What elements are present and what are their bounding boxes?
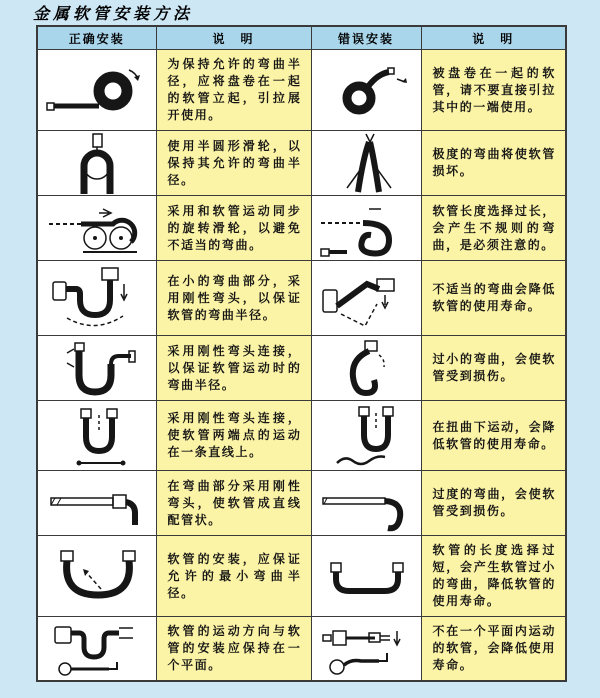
rigid-elbow-u-hang-icon [39, 337, 154, 399]
wrong-note-text: 不适当的弯曲会降低软管的使用寿命。 [432, 282, 556, 314]
table-row [37, 536, 566, 617]
u-shape-inline-motion-icon [39, 403, 154, 469]
correct-note-cell [156, 50, 311, 131]
u-shape-twisted-motion-icon [313, 403, 419, 469]
coiled-hose-uncoiled-icon [39, 54, 154, 126]
header-note-right: 说 明 [421, 26, 566, 50]
wrong-illustration-cell [311, 196, 421, 261]
wrong-note-cell [421, 401, 566, 471]
header-note-left: 说 明 [156, 26, 311, 50]
rigid-elbow-small-bend-icon [39, 262, 154, 334]
wrong-illustration-cell [311, 471, 421, 536]
correct-illustration-cell [37, 261, 156, 336]
table-row [37, 50, 566, 131]
correct-note-cell [156, 196, 311, 261]
wrong-note-cell [421, 336, 566, 401]
wrong-illustration-cell [311, 401, 421, 471]
page-title: 金属软管安装方法 [33, 4, 194, 23]
correct-illustration-cell [37, 50, 156, 131]
wrong-note-cell [421, 50, 566, 131]
motion-in-one-plane-icon [39, 619, 154, 679]
wrong-note-text: 在扭曲下运动，会降低软管的使用寿命。 [432, 419, 556, 451]
correct-note-cell [156, 261, 311, 336]
wrong-note-text: 软管长度选择过长，会产生不规则的弯曲，是必须注意的。 [432, 203, 556, 252]
table-row [37, 261, 566, 336]
coil-pulled-from-end-icon [313, 54, 419, 126]
correct-illustration-cell [37, 196, 156, 261]
table-row [37, 336, 566, 401]
correct-note-cell [156, 131, 311, 196]
wrong-illustration-cell [311, 536, 421, 617]
hose-too-short-flat-u-icon [313, 543, 419, 609]
correct-note-text: 使用半圆形滑轮，以保持其允许的弯曲半径。 [167, 138, 302, 187]
wrong-note-text: 被盘卷在一起的软管，请不要直接引拉其中的一端使用。 [432, 65, 556, 114]
wrong-note-text: 不在一个平面内运动的软管，会降低使用寿命。 [432, 624, 556, 673]
correct-note-cell [156, 536, 311, 617]
header-row [37, 26, 566, 50]
table-row [37, 617, 566, 682]
correct-note-text: 在小的弯曲部分，采用刚性弯头，以保证软管的弯曲半径。 [167, 273, 302, 322]
correct-note-text: 软管的运动方向与软管的安装应保持在一个平面。 [167, 624, 302, 673]
wrong-illustration-cell [311, 336, 421, 401]
semicircular-pulley-icon [39, 132, 154, 194]
correct-note-text: 为保持允许的弯曲半径，应将盘卷在一起的软管立起，引拉展开使用。 [167, 57, 302, 123]
overbent-end-hook-icon [313, 472, 419, 534]
wrong-note-cell [421, 617, 566, 682]
improper-kinked-bend-icon [313, 262, 419, 334]
wrong-illustration-cell [311, 261, 421, 336]
correct-illustration-cell [37, 617, 156, 682]
wrong-note-cell [421, 536, 566, 617]
correct-note-cell [156, 617, 311, 682]
wide-u-minimum-radius-icon [39, 543, 154, 609]
wrong-illustration-cell [311, 131, 421, 196]
wrong-note-text: 过小的弯曲，会使软管受到损伤。 [432, 352, 556, 384]
wrong-note-cell [421, 196, 566, 261]
correct-illustration-cell [37, 336, 156, 401]
wrong-note-text: 软管的长度选择过短，会产生软管过小的弯曲，降低软管的使用寿命。 [432, 543, 556, 609]
wrong-note-cell [421, 261, 566, 336]
correct-note-text: 采用刚性弯头连接，以保证软管运动时的弯曲半径。 [167, 343, 302, 392]
table-row [37, 401, 566, 471]
motion-out-of-plane-icon [313, 619, 419, 679]
correct-note-text: 采用和软管运动同步的旋转滑轮，以避免不适当的弯曲。 [167, 203, 302, 252]
too-small-hook-bend-icon [313, 337, 419, 399]
table-row [37, 196, 566, 261]
header-correct-install: 正确安装 [37, 26, 156, 50]
correct-note-text: 采用刚性弯头连接，使软管两端点的运动在一条直线上。 [167, 411, 302, 460]
wrong-illustration-cell [311, 617, 421, 682]
hose-too-long-irregular-loop-icon [313, 197, 419, 259]
straight-run-rigid-elbow-icon [39, 472, 154, 534]
table-row [37, 131, 566, 196]
wrong-note-text: 极度的弯曲将使软管损坏。 [432, 147, 556, 179]
table-row [37, 471, 566, 536]
wrong-note-cell [421, 131, 566, 196]
correct-illustration-cell [37, 131, 156, 196]
header-wrong-install: 错误安装 [311, 26, 421, 50]
wrong-note-cell [421, 471, 566, 536]
correct-note-cell [156, 471, 311, 536]
synchronized-rotating-pulleys-icon [39, 197, 154, 259]
correct-illustration-cell [37, 536, 156, 617]
correct-illustration-cell [37, 401, 156, 471]
correct-note-text: 软管的安装，应保证允许的最小弯曲半径。 [167, 551, 302, 600]
extreme-sharp-bend-icon [313, 132, 419, 194]
installation-table [36, 25, 567, 682]
wrong-note-text: 过度的弯曲，会使软管受到损伤。 [432, 487, 556, 519]
wrong-illustration-cell [311, 50, 421, 131]
correct-illustration-cell [37, 471, 156, 536]
correct-note-text: 在弯曲部分采用刚性弯头，使软管成直线配管状。 [167, 478, 302, 527]
correct-note-cell [156, 336, 311, 401]
correct-note-cell [156, 401, 311, 471]
